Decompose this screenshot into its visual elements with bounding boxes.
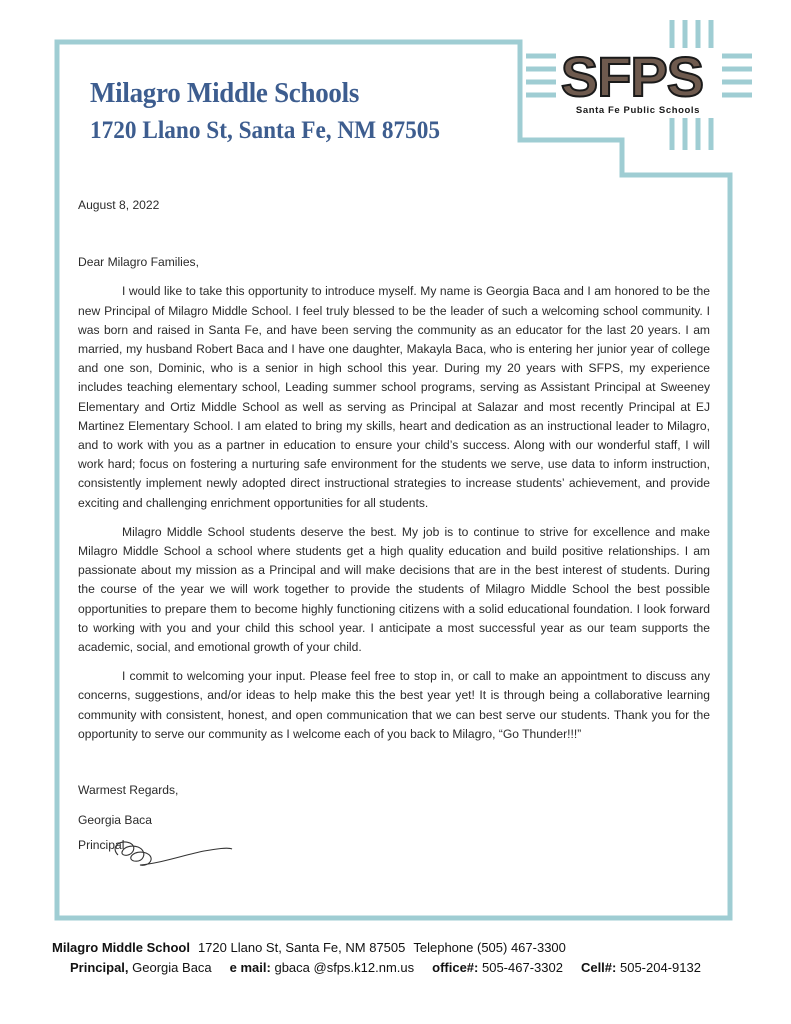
letter-signer: Georgia Baca bbox=[78, 813, 152, 828]
letter-body bbox=[78, 196, 710, 856]
footer-email: gbaca @sfps.k12.nm.us bbox=[274, 960, 415, 975]
footer-office: 505-467-3302 bbox=[481, 960, 563, 975]
footer-principal-label: Principal, bbox=[70, 960, 129, 975]
letter-paragraph: Milagro Middle School students deserve the best. My job is to continue to strive for excellence and make Milagro Middle School a school where students get a high quality education and build positive relationships. I am passionate about my mission as a Principal and will make decisions that are in the best interest of students. During the course of the year we will work together to provide the students of Milagro Middle School the best possible opportunities to prepare them to become highly functioning citizens with a solid educational foundation. I look forward to working with you and your child this school year. I anticipate a most successful year as our team supports the academic, social, and emotional growth of your child. bbox=[78, 524, 710, 655]
logo-acronym: SFPS bbox=[560, 45, 704, 108]
letter-date: August 8, 2022 bbox=[78, 198, 160, 212]
footer-phone: Telephone (505) 467-3300 bbox=[413, 940, 566, 955]
footer-office-label: office#: bbox=[432, 960, 479, 975]
footer-cell: 505-204-9132 bbox=[619, 960, 701, 975]
sfps-logo bbox=[546, 45, 718, 120]
footer-line-2 bbox=[70, 960, 701, 975]
logo-tagline: Santa Fe Public Schools bbox=[575, 105, 701, 116]
letter-paragraph: I commit to welcoming your input. Please feel free to stop in, or call to make an appointment to discuss any concerns, suggestions, and/or ideas to help make this the best year yet! It is through being a collaborative learning community with consistent, honest, and open communication that we can best serve our students. Thank you for the opportunity to serve our community as I welcome each of you back to Milagro, “Go Thunder!!!” bbox=[78, 669, 710, 741]
letter-signer-role: Principal bbox=[78, 838, 125, 853]
footer-cell-label: Cell#: bbox=[580, 960, 617, 975]
letterhead-school-name: Milagro Middle Schools bbox=[90, 77, 360, 109]
letter-paragraph: I would like to take this opportunity to introduce myself. My name is Georgia Baca and I am honored to be the new Principal of Milagro Middle School. I feel truly blessed to be the leader of such a welcoming school community. I was born and raised in Santa Fe, and have been serving the community as an educator for the last 20 years. I am married, my husband Robert Baca and I have one daughter, Makayla Baca, who is entering her junior year of college and one son, Dominic, who is a senior in high school this year. During my 20 years with SFPS, my experience includes teaching elementary school, Leading summer school programs, serving as Assistant Principal at Sweeney Elementary and Ortiz Middle School as well as serving as Principal at Salazar and most recently Principal at EJ Martinez Elementary School. I am elated to bring my skills, heart and dedication as an instructional leader to Milagro, and to work with you as a partner in education to ensure your child’s success. Along with our wonderful staff, I will work hard; focus on fostering a nurturing safe environment for the students we serve, use data to inform instruction, consistently implement newly adopted direct instructional strategies to increase students’ achievement, and provide exciting and challenging enrichment opportunities for all students. bbox=[78, 284, 710, 510]
footer-school-label: Milagro Middle School bbox=[52, 940, 190, 955]
footer-address: 1720 Llano St, Santa Fe, NM 87505 bbox=[197, 940, 406, 955]
letter-closing: Warmest Regards, bbox=[78, 783, 179, 798]
footer-line-1 bbox=[52, 940, 566, 955]
footer-principal-name: Georgia Baca bbox=[132, 960, 212, 975]
letterhead-address: 1720 Llano St, Santa Fe, NM 87505 bbox=[90, 117, 441, 144]
letter-greeting: Dear Milagro Families, bbox=[78, 255, 199, 270]
footer-email-label: e mail: bbox=[229, 960, 271, 975]
handwritten-signature bbox=[104, 833, 244, 873]
